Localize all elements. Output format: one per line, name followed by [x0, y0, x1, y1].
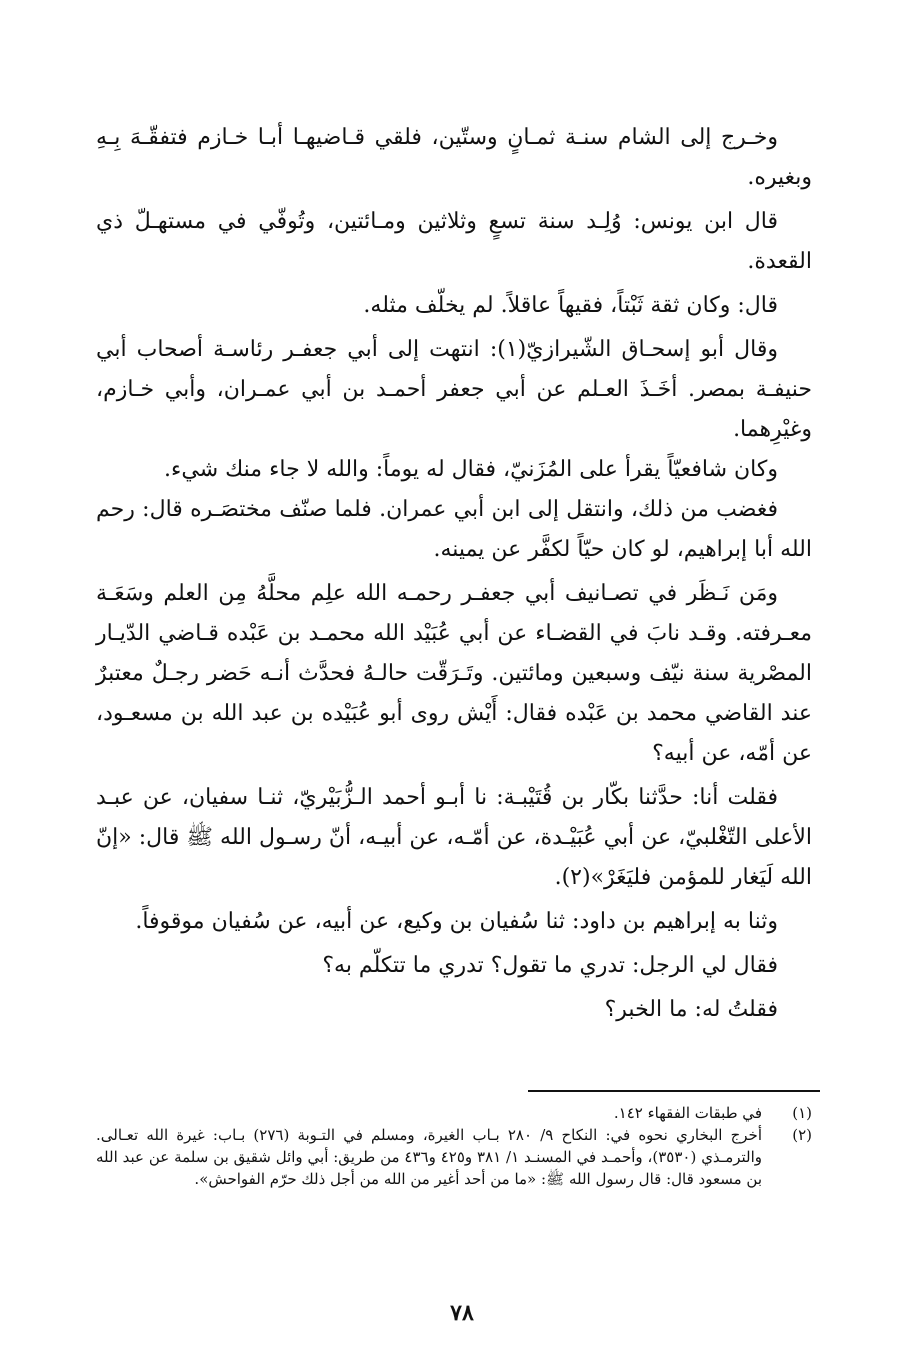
paragraph: فقلتُ له: ما الخبر؟	[604, 997, 778, 1022]
paragraph: وخـرج إلى الشام سنـة ثمـانٍ وستّين، فلقي قـاضيهـا أبـا خـازم فتفقّـهَ بِـهِ وبغيره.	[96, 125, 812, 190]
paragraph: وكان شافعيّاً يقرأ على المُزَنيّ، فقال له يوماً: والله لا جاء منك شيء.	[164, 457, 778, 482]
paragraph: ومَن نَـظَر في تصـانيف أبي جعفـر رحمـه الله علِم محلَّهُ مِن العلم وسَعَـة معـرفته. وقـد نابَ في القضـاء عن أبي عُبَيْد الله محمـد بن عَبْده قـاضي الدّيـار المصْرية سنة نيّف وسبعين ومائتين. وتَـرَقّت حالـهُ فحدَّث أنـه حَضر رجـلٌ معتبرٌ عند القاضي محمد بن عَبْده فقال: أَيْش روى أبو عُبَيْده بن عبد الله بن مسعـود، عن أمّه، عن أبيه؟	[96, 581, 812, 766]
paragraph: وقال أبو إسحـاق الشّيرازيّ(١): انتهت إلى أبي جعفـر رئاسـة أصحاب أبي حنيفـة بمصر. أخَـذَ العـلم عن أبي جعفر أحمـد بن أبي عمـران، وأبي خـازم، وغيْرِهما.	[96, 337, 812, 442]
page-number: ٧٨	[450, 1300, 474, 1326]
footnote	[96, 1102, 812, 1124]
footnote-text: أخرج البخاري نحوه في: النكاح ٩/ ٢٨٠ بـاب الغيرة، ومسلم في التـوبة (٢٧٦) بـاب: غيرة الله تعـالى. والترمـذي (٣٥٣٠)، وأحمـد في المسنـد ١/ ٣٨١ و٤٢٥ و٤٣٦ من طريق: أبي وائل شقيق بن سلمة عن عبد الله بن مسعود قال: قال رسول الله ﷺ: «ما من أحد أغير من الله من أجل ذلك حرّم الفواحش».	[96, 1126, 763, 1188]
footnote-number: (١)	[792, 1104, 812, 1122]
footnotes	[96, 1102, 812, 1190]
paragraph: فقلت أنا: حدَّثنا بكّار بن قُتَيْبـة: نا أبـو أحمد الـزُّبَيْريّ، ثنـا سفيان، عن عبـد الأعلى التّغْلبيّ، عن أبي عُبَيْـدة، عن أمّـه، عن أبيـه، أنّ رسـول الله ﷺ قال: «إنّ الله لَيَغار للمؤمن فليَغَرْ»(٢).	[96, 785, 812, 890]
paragraph: وثنا به إبراهيم بن داود: ثنا سُفيان بن وكيع، عن أبيه، عن سُفيان موقوفاً.	[135, 909, 778, 934]
paragraph: قال ابن يونس: وُلِـد سنة تسعٍ وثلاثين ومـائتين، وتُوفّي في مستهـلّ ذي القعدة.	[96, 209, 812, 274]
paragraph: قال: وكان ثقة ثَبْتاً، فقيهاً عاقلاً. لم يخلّف مثله.	[363, 293, 778, 318]
paragraph: فقال لي الرجل: تدري ما تقول؟ تدري ما تتكلّم به؟	[322, 953, 778, 978]
footnote-text: في طبقات الفقهاء ١٤٢.	[613, 1104, 762, 1122]
footnote	[96, 1124, 812, 1190]
paragraph: فغضب من ذلك، وانتقل إلى ابن أبي عمران. فلما صنّف مختصَـره قال: رحم الله أبا إبراهيم، لو كان حيّاً لكفَّر عن يمينه.	[96, 497, 812, 562]
footnote-number: (٢)	[792, 1126, 812, 1144]
footnote-separator	[528, 1090, 820, 1092]
main-text	[96, 118, 812, 1030]
